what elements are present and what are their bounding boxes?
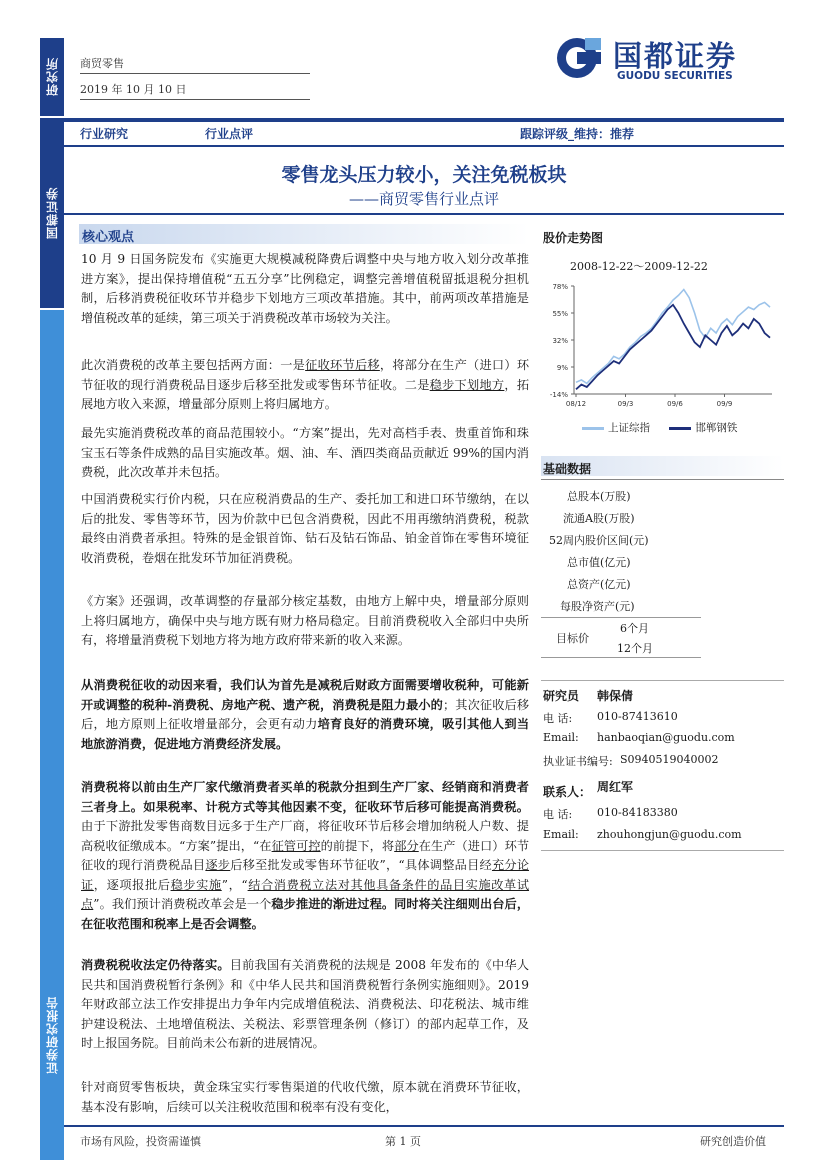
x-tick-label: 09/9 <box>716 400 733 408</box>
analyst2-tel-label: 电 话: <box>543 808 573 821</box>
analyst2-email-label: Email: <box>543 828 579 841</box>
analyst1-email-label: Email: <box>543 731 579 744</box>
basic-row-total-assets: 总资产(亿元) <box>567 578 631 591</box>
core-label-box <box>79 224 529 244</box>
price-chart-range: 2008-12-22～2009-12-22 <box>570 260 708 273</box>
strip-section-report: 证券研究报告 <box>40 310 64 1160</box>
report-type-label: 行业研究 <box>80 127 129 141</box>
target-12m-label: 12个月 <box>617 642 653 655</box>
legend-label-index: 上证综指 <box>608 422 650 434</box>
title-underline <box>64 213 784 215</box>
analyst1-cert: S0940519040002 <box>620 753 719 766</box>
footer-page: 第 1 页 <box>385 1135 421 1148</box>
industry-label: 商贸零售 <box>80 57 124 70</box>
analyst-divider-top <box>541 680 784 681</box>
footer-divider <box>64 1125 784 1127</box>
x-tick-label: 08/12 <box>565 400 587 408</box>
core-paragraph-5: 《方案》还强调，改革调整的存量部分核定基数，由地方上解中央，增量部分原则上将归属地方，确保中央与地方既有财力格局稳定。目前消费税收入全部归中央所有，将增量消费税下划地方将为地方政府带来新的收入来源。 <box>81 594 529 647</box>
series-line-stock <box>576 305 770 390</box>
legend-label-stock: 邯郸钢铁 <box>695 422 738 434</box>
price-chart <box>540 272 780 437</box>
basic-row-float-shares: 流通A股(万股) <box>563 512 635 525</box>
target-price-label: 目标价 <box>556 632 589 645</box>
top-blue-bar <box>64 118 784 122</box>
y-tick-label: 9% <box>556 364 568 372</box>
rating-label: 跟踪评级_维持：推荐 <box>520 127 635 141</box>
basic-row-market-cap: 总市值(亿元) <box>567 556 631 569</box>
y-tick-label: 55% <box>552 310 568 318</box>
analyst1-tel: 010-87413610 <box>597 710 678 723</box>
analyst2-label: 联系人： <box>543 785 592 799</box>
analyst1-name: 韩保倩 <box>597 689 634 703</box>
basic-data-label: 基础数据 <box>543 462 592 476</box>
price-chart-label: 股价走势图 <box>543 231 604 245</box>
analyst2-name: 周红军 <box>597 780 634 794</box>
legend-swatch-index <box>582 427 604 430</box>
basic-table-line <box>541 617 701 618</box>
analyst1-tel-label: 电 话: <box>543 712 573 725</box>
core-paragraph-7: 消费税将以前由生产厂家代缴消费者买单的税款分担到生产厂家、经销商和消费者三者身上。如果税率、计税方式等其他因素不变，征收环节后移可能提高消费税。由于下游批发零售商数目远多于生产厂商，将征收环节后移会增加纳税人户数、提高税收征缴成本。“方案”提出，“在征管可控的前提下，将部分在生产（进口）环节征收的现行消费税品目逐步后移至批发或零售环节征收”，“具体调整品目经充分论证，逐项报批后稳步实施”，“结合消费税立法对其他具备条件的品目实施改革试点”。我们预计消费税改革会是一个稳步推进的渐进过程。同时将关注细则出台后，在征收范围和税率上是否会调整。 <box>81 780 530 931</box>
core-paragraph-2: 此次消费税的改革主要包括两方面：一是征收环节后移，将部分在生产（进口）环节征收的现行消费税品目逐步后移至批发或零售环节征收。二是稳步下划地方，拓展地方收入来源，增量部分原则上将归属地方。 <box>81 358 530 411</box>
footer-disclaimer: 市场有风险，投资需谨慎 <box>80 1135 201 1148</box>
target-6m-label: 6个月 <box>620 622 649 635</box>
company-logo <box>555 36 775 82</box>
x-tick-label: 09/3 <box>617 400 634 408</box>
header-divider-1 <box>80 73 310 74</box>
y-tick-label: -14% <box>549 391 568 399</box>
logo-mark-icon <box>555 36 609 80</box>
report-title: 零售龙头压力较小，关注免税板块 <box>281 164 567 186</box>
y-tick-label: 78% <box>552 283 568 291</box>
second-blue-bar <box>64 145 784 147</box>
report-subtitle: ——商贸零售行业点评 <box>348 190 499 208</box>
analyst-divider-bottom <box>541 850 784 851</box>
analyst1-cert-label: 执业证书编号: <box>543 755 613 768</box>
core-paragraph-4: 中国消费税实行价内税，只在应税消费品的生产、委托加工和进口环节缴纳，在以后的批发、零售等环节，因为价款中已包含消费税，因此不用再缴纳消费税，税款最终由消费者承担。特殊的是金银首饰、钻石及钻石饰品、铂金首饰在零售环境征收消费税，卷烟在批发环节加征消费税。 <box>81 492 529 565</box>
basic-table-bottom <box>541 657 701 658</box>
core-paragraph-1: 10 月 9 日国务院发布《实施更大规模减税降费后调整中央与地方收入划分改革推进方案》，提出保持增值税“五五分享”比例稳定，调整完善增值税留抵退税分担机制，后移消费税征收环节并稳步下划地方三项改革措施。其中，前两项改革措施是增值税改革的延续，第三项关于消费税改革市场较为关注。 <box>81 252 529 325</box>
analyst1-label: 研究员 <box>543 689 580 703</box>
core-paragraph-9: 针对商贸零售板块，黄金珠宝实行零售渠道的代收代缴，原本就在消费环节征收，基本没有影响，后续可以关注税收范围和税率有没有变化， <box>81 1080 529 1114</box>
report-date: 2019 年 10 月 10 日 <box>80 83 187 96</box>
report-subtype-label: 行业点评 <box>205 127 254 141</box>
x-tick-label: 09/6 <box>667 400 683 408</box>
core-label: 核心观点 <box>82 230 135 245</box>
basic-data-divider <box>541 479 784 480</box>
basic-row-total-shares: 总股本(万股) <box>567 490 631 503</box>
strip-section-brand: 国都证券 <box>40 118 64 308</box>
header-divider-2 <box>80 99 310 100</box>
analyst2-tel: 010-84183380 <box>597 806 678 819</box>
analyst2-email[interactable]: zhouhongjun@guodu.com <box>597 828 742 841</box>
logo-text: 国都证券 <box>613 39 738 73</box>
footer-slogan: 研究创造价值 <box>700 1135 766 1148</box>
strip-section-research: 研究所 <box>40 38 64 116</box>
chart-legend <box>582 420 737 435</box>
basic-row-bvps: 每股净资产(元) <box>560 600 635 613</box>
core-paragraph-3: 最先实施消费税改革的商品范围较小。“方案”提出，先对高档手表、贵重首饰和珠宝玉石等条件成熟的品目实施改革。烟、油、车、酒四类商品贡献近 99%的国内消费税，此次改革并未包括。 <box>81 426 529 479</box>
analyst1-email[interactable]: hanbaoqian@guodu.com <box>597 731 735 744</box>
y-tick-label: 32% <box>552 337 568 345</box>
logo-subtext: GUODU SECURITIES <box>617 70 733 82</box>
core-paragraph-8: 消费税税收法定仍待落实。目前我国有关消费税的法规是 2008 年发布的《中华人民共和国消费税暂行条例》和《中华人民共和国消费税暂行条例实施细则》。2019 年财政部立法工作安排提出力争年内完成增值税法、消费税法、印花税法、城市维护建设税法、土地增值税法、关税法、彩票管理条例（修订）的部内起草工作，及时上报国务院。目前尚未公布新的进展情况。 <box>81 958 530 1050</box>
core-paragraph-6: 从消费税征收的动因来看，我们认为首先是减税后财政方面需要增收税种，可能新开或调整的税种-消费税、房地产税、遗产税，消费税是阻力最小的；其次征收后移后，地方原则上征收增量部分，会更有动力培育良好的消费环境，吸引其他人到当地旅游消费，促进地方消费经济发展。 <box>81 678 530 751</box>
legend-swatch-stock <box>669 427 691 430</box>
basic-row-price-range: 52周内股价区间(元) <box>549 534 649 547</box>
